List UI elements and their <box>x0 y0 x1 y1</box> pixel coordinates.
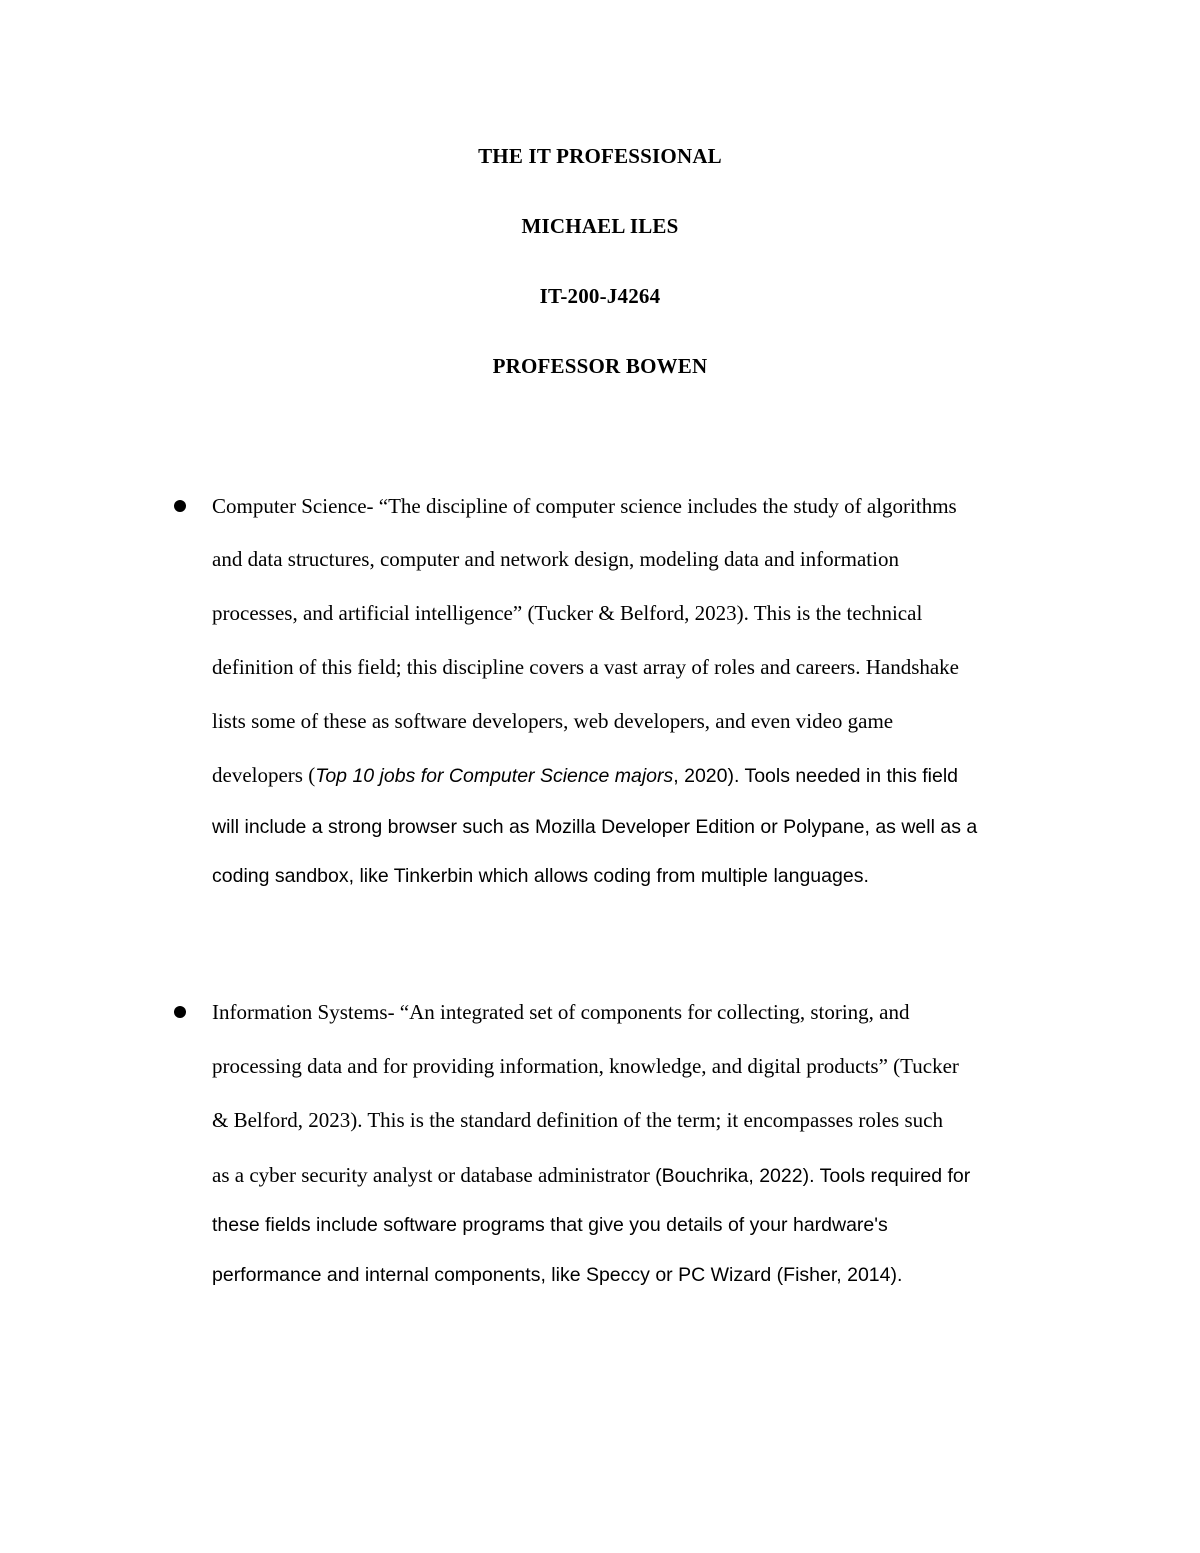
paragraph-line: coding sandbox, like Tinkerbin which allows coding from multiple languages. <box>212 865 869 887</box>
paragraph-line: and data structures, computer and network design, modeling data and information <box>212 547 899 571</box>
line-segment: , 2020). Tools needed in this field <box>673 765 959 787</box>
paragraph-line: will include a strong browser such as Mozilla Developer Edition or Polypane, as well as a <box>212 816 978 838</box>
paper-title: THE IT PROFESSIONAL <box>478 144 722 168</box>
paragraph-line <box>212 1160 970 1191</box>
course-code: IT-200-J4264 <box>539 284 661 308</box>
paragraph-line: definition of this field; this discipline covers a vast array of roles and careers. Handshake <box>212 655 960 679</box>
paragraph-line: performance and internal components, like Speccy or PC Wizard (Fisher, 2014). <box>212 1264 903 1286</box>
paragraph-line: & Belford, 2023). This is the standard definition of the term; it encompasses roles such <box>212 1108 943 1132</box>
line-segment: as a cyber security analyst or database administrator <box>212 1163 656 1187</box>
line-segment: developers ( <box>212 763 316 787</box>
line-segment: (Bouchrika, 2022). Tools required for <box>655 1165 971 1187</box>
bullet-icon <box>174 1006 186 1018</box>
bullet-icon <box>174 500 186 512</box>
paragraph-line: Information Systems- “An integrated set of components for collecting, storing, and <box>212 1000 910 1024</box>
paragraph-line: processing data and for providing information, knowledge, and digital products” (Tucker <box>212 1054 959 1078</box>
paragraph-line: processes, and artificial intelligence” (Tucker & Belford, 2023). This is the technical <box>212 601 923 625</box>
paragraph-line: these fields include software programs that give you details of your hardware's <box>212 1214 888 1236</box>
professor-name: PROFESSOR BOWEN <box>492 354 708 378</box>
author-name: MICHAEL ILES <box>521 214 679 238</box>
cited-title: Top 10 jobs for Computer Science majors <box>315 765 674 787</box>
paragraph-line: Computer Science- “The discipline of computer science includes the study of algorithms <box>212 494 957 518</box>
paragraph-line: lists some of these as software developers, web developers, and even video game <box>212 709 894 733</box>
paragraph-line <box>212 760 958 791</box>
